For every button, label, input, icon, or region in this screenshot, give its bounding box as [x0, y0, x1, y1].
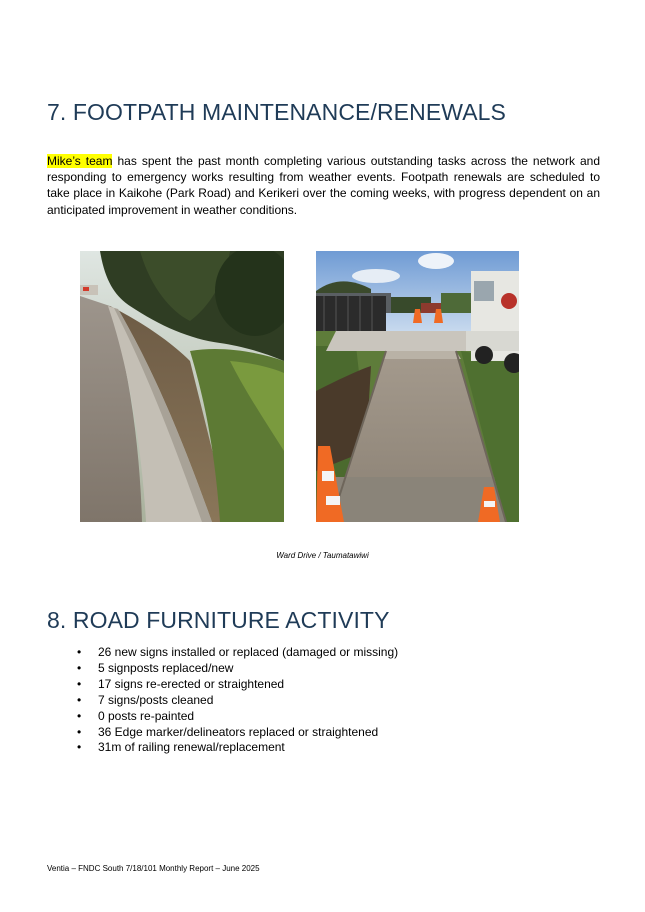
section-heading-road-furniture: 8. ROAD FURNITURE ACTIVITY	[47, 607, 390, 633]
road-furniture-list	[70, 645, 398, 756]
list-item: • 36 Edge marker/delineators replaced or straightened	[77, 724, 379, 739]
list-item: • 17 signs re-erected or straightened	[77, 676, 285, 691]
list-item: • 5 signposts replaced/new	[77, 660, 234, 675]
page-footer: Ventia – FNDC South 7/18/101 Monthly Report – June 2025	[47, 864, 260, 873]
bullet-icon: •	[77, 708, 82, 723]
bullet-icon: •	[77, 676, 82, 691]
list-item: • 26 new signs installed or replaced (damaged or missing)	[77, 645, 399, 659]
photo-caption: Ward Drive / Taumatawiwi	[276, 551, 369, 560]
footpath-paragraph	[47, 153, 600, 218]
highlighted-text: Mike’s team	[47, 154, 113, 168]
bullet-icon: •	[77, 740, 82, 755]
list-item: • 0 posts re-painted	[77, 708, 195, 723]
section-heading-footpath: 7. FOOTPATH MAINTENANCE/RENEWALS	[47, 99, 506, 125]
list-item: • 7 signs/posts cleaned	[77, 692, 214, 707]
list-item: • 31m of railing renewal/replacement	[77, 740, 285, 755]
photo-kerb-channel	[80, 251, 284, 522]
photo-concrete-footpath	[316, 251, 519, 522]
bullet-icon: •	[77, 645, 82, 659]
paragraph-body: has spent the past month completing various outstanding tasks across the network and responding to emergency works resulting from weather events. Footpath renewals are scheduled to take place in Kaikohe (Park Road) and Kerikeri over the coming weeks, with progress dependent on an anticipated improvement in weather conditions.	[47, 154, 600, 217]
bullet-icon: •	[77, 724, 82, 739]
bullet-icon: •	[77, 692, 82, 707]
bullet-icon: •	[77, 660, 82, 675]
